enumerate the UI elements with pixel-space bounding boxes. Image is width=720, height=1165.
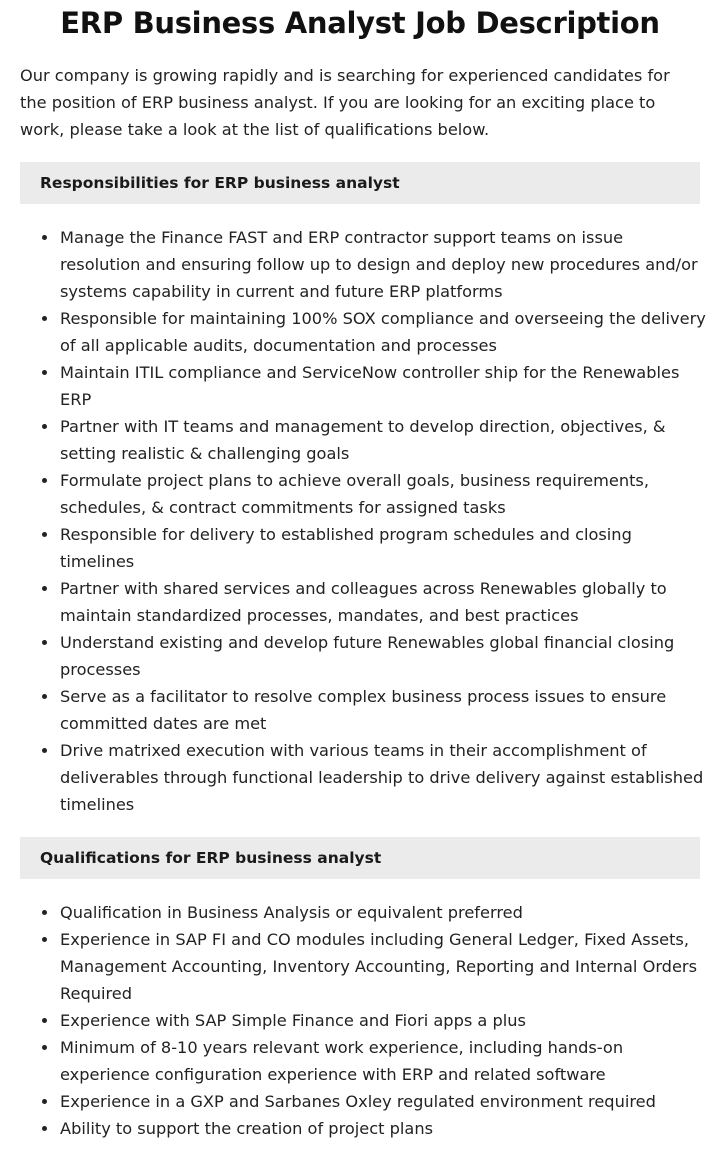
list-item: Experience with SAP Simple Finance and Fiori apps a plus <box>0 1007 720 1034</box>
intro-paragraph: Our company is growing rapidly and is searching for experienced candidates for the position of ERP business analyst. If you are looking for an exciting place to work, please take a look at the list of qualifications below. <box>20 66 670 139</box>
responsibilities-list <box>0 224 720 818</box>
list-item: Experience in a GXP and Sarbanes Oxley regulated environment required <box>0 1088 720 1115</box>
list-item: Minimum of 8-10 years relevant work experience, including hands-on experience configuration experience with ERP and related software <box>0 1034 720 1088</box>
list-item: Ability to support the creation of project plans <box>0 1115 720 1142</box>
list-item: Responsible for delivery to established program schedules and closing timelines <box>0 521 720 575</box>
list-item: Responsible for maintaining 100% SOX compliance and overseeing the delivery of all applicable audits, documentation and processes <box>0 305 720 359</box>
list-item: Manage the Finance FAST and ERP contractor support teams on issue resolution and ensuring follow up to design and deploy new procedures and/or systems capability in current and future ERP platforms <box>0 224 720 305</box>
page-title: ERP Business Analyst Job Description <box>60 6 660 40</box>
responsibilities-heading: Responsibilities for ERP business analyst <box>20 162 700 204</box>
qualifications-list <box>0 899 720 1142</box>
list-item: Formulate project plans to achieve overall goals, business requirements, schedules, & contract commitments for assigned tasks <box>0 467 720 521</box>
list-item: Partner with shared services and colleagues across Renewables globally to maintain standardized processes, mandates, and best practices <box>0 575 720 629</box>
list-item: Partner with IT teams and management to develop direction, objectives, & setting realistic & challenging goals <box>0 413 720 467</box>
list-item: Qualification in Business Analysis or equivalent preferred <box>0 899 720 926</box>
list-item: Maintain ITIL compliance and ServiceNow controller ship for the Renewables ERP <box>0 359 720 413</box>
list-item: Understand existing and develop future Renewables global financial closing processes <box>0 629 720 683</box>
list-item: Serve as a facilitator to resolve complex business process issues to ensure committed dates are met <box>0 683 720 737</box>
list-item: Experience in SAP FI and CO modules including General Ledger, Fixed Assets, Management Accounting, Inventory Accounting, Reporting and Internal Orders Required <box>0 926 720 1007</box>
qualifications-heading: Qualifications for ERP business analyst <box>20 837 700 879</box>
list-item: Drive matrixed execution with various teams in their accomplishment of deliverables through functional leadership to drive delivery against established timelines <box>0 737 720 818</box>
